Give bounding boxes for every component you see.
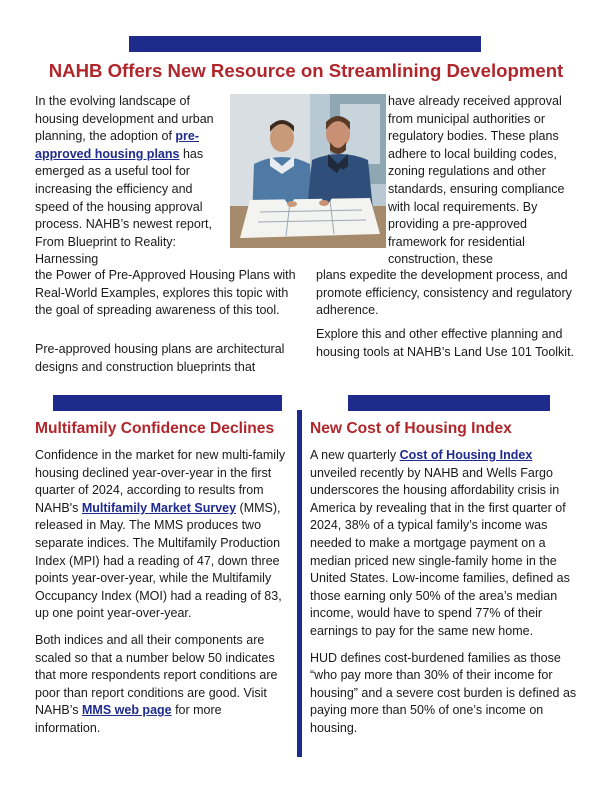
pre-approved-plans-link[interactable]: pre-approved housing plans: [35, 129, 200, 161]
cost-text-b: unveiled recently by NAHB and Wells Fargo underscores the housing affordability crisis in America by revealing that in the first quarter of 2024, 38% of a typical family’s income was needed to make a mortgage payment on a median priced new single-family home in the United States. Low-income families, defined as those earning only 50% of the area’s median income, would have to spend 77% of their earnings to pay for the same new home.: [310, 465, 570, 638]
intro-paragraph-2-end: plans expedite the development process, and promote efficiency, consistency and regulatory adherence.: [316, 268, 572, 318]
cost-of-housing-section-title: New Cost of Housing Index: [310, 420, 512, 437]
intro-paragraph-1-end: the Power of Pre-Approved Housing Plans with Real-World Examples, explores this topic with the goal of spreading awareness of this tool.: [35, 268, 296, 318]
multifamily-text-a: Confidence in the market for new multi-family housing declined year-over-year in the first quarter of 2024, according to results from NAHB's: [35, 448, 286, 515]
intro-paragraph-2-continued: have already received approval from municipal authorities or regulatory bodies. These plans adhere to local building codes, zoning regulations and other standards, ensuring compliance with local requirements. By providing a pre-approved framework for residential construction, these: [388, 94, 565, 267]
cost-of-housing-article: [310, 447, 578, 738]
top-accent-bar: [129, 36, 481, 52]
multifamily-text-d: for more information.: [35, 703, 222, 735]
multifamily-section-title: Multifamily Confidence Declines: [35, 420, 275, 437]
right-section-accent-bar: [348, 395, 550, 411]
cost-text-a: A new quarterly: [310, 448, 400, 462]
intro-paragraph-1-start: [35, 93, 225, 269]
multifamily-text-b: (MMS), released in May. The MMS produces two separate indices. The Multifamily Production Index (MPI) had a reading of 47, down three points year-over-year, while the Multifamily Occupancy Index (MOI) had a reading of 83, up one point year-over-year.: [35, 500, 282, 621]
multifamily-paragraph-1: [35, 447, 287, 623]
cost-of-housing-paragraph-2: HUD defines cost-burdened families as those “who pay more than 30% of their income for housing” and a severe cost burden is defined as paying more than 50% of one’s income on housing.: [310, 650, 577, 735]
column-divider: [297, 410, 302, 757]
multifamily-article: [35, 447, 287, 738]
architects-photo: [230, 94, 386, 248]
cost-of-housing-paragraph-1: [310, 447, 578, 641]
cost-of-housing-index-link[interactable]: Cost of Housing Index: [399, 448, 533, 462]
page-title: NAHB Offers New Resource on Streamlining Development: [48, 60, 564, 81]
intro-text-a: In the evolving landscape of housing development and urban planning, the adoption of: [35, 94, 214, 144]
intro-paragraph-2: Pre-approved housing plans are architectural designs and construction blueprints that: [35, 342, 285, 374]
multifamily-paragraph-2: [35, 632, 287, 738]
mms-web-page-link[interactable]: MMS web page: [82, 703, 172, 718]
architects-illustration: [230, 94, 386, 248]
intro-text-b: has emerged as a useful tool for increasing the efficiency and speed of the housing approval process. NAHB’s newest report, From Blueprint to Reality: Harnessing: [35, 146, 212, 267]
left-section-accent-bar: [53, 395, 282, 411]
intro-paragraph-3: Explore this and other effective planning and housing tools at NAHB’s Land Use 101 Toolkit.: [316, 327, 575, 359]
multifamily-market-survey-link[interactable]: Multifamily Market Survey: [81, 500, 237, 515]
multifamily-text-c: Both indices and all their components are scaled so that a number below 50 indicates that more respondents report conditions are poor than report conditions are good. Visit NAHB’s: [35, 632, 278, 718]
